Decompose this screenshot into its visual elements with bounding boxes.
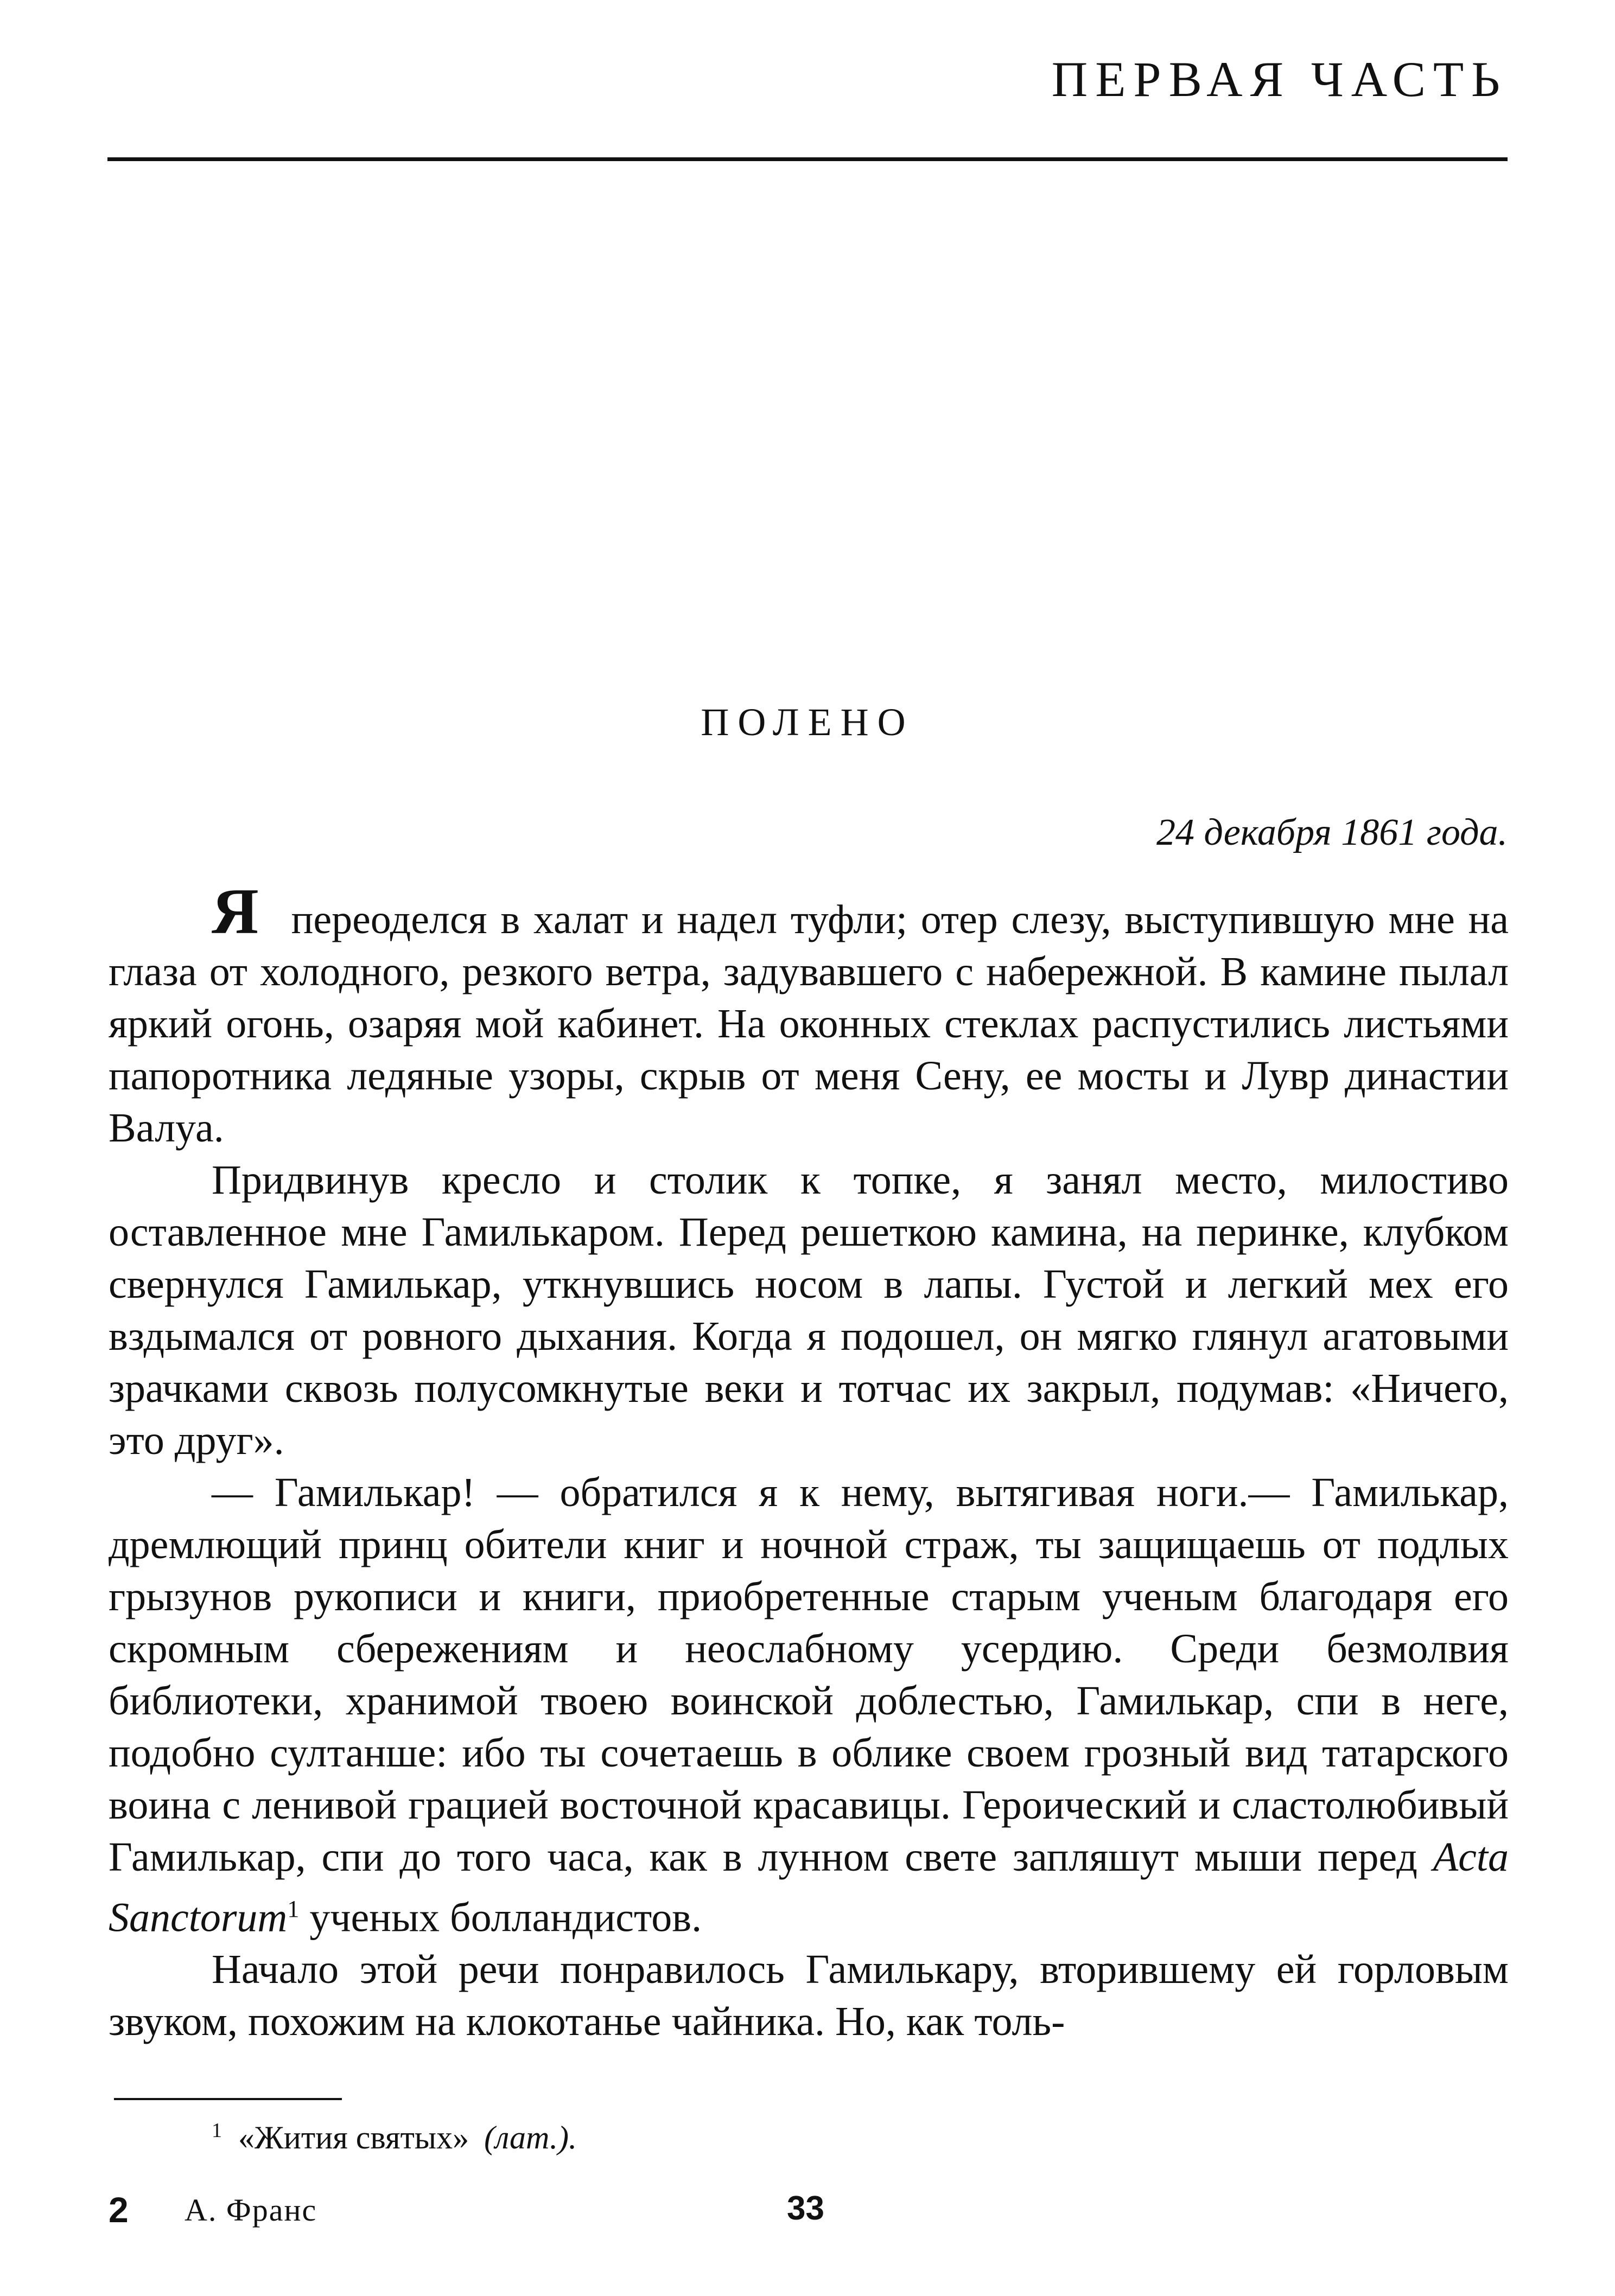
chapter-title: ПОЛЕНО — [701, 700, 914, 744]
footnote-language-note: (лат.). — [484, 2120, 577, 2155]
body-text — [109, 875, 1509, 2048]
paragraph-4: Начало этой речи понравилось Гамилькару, вторившему ей горловым звуком, похожим на клокотанье чайника. Но, как толь- — [109, 1947, 1509, 2045]
latin-title: Acta Sanctorum — [109, 1834, 1509, 1941]
running-head: ПЕРВАЯ ЧАСТЬ — [1051, 52, 1508, 107]
footnote-rule — [114, 2098, 342, 2100]
footnote-text: «Жития святых» — [238, 2120, 469, 2155]
signature-number: 2 — [109, 2190, 129, 2230]
paragraph-3 — [109, 1466, 1509, 1943]
paragraph-1 — [109, 875, 1509, 1154]
dateline: 24 декабря 1861 года. — [1156, 812, 1508, 853]
footnote-marker: 1 — [287, 1896, 300, 1922]
paragraph-3-tail: ученых болландистов. — [309, 1895, 702, 1941]
footnote-number: 1 — [212, 2119, 222, 2142]
footnote — [212, 2120, 577, 2154]
paragraph-3-text: — Гамилькар! — обратился я к нему, вытягивая ноги.— Гамилькар, дремлющий принц обители книг и ночной страж, ты защищаешь от подлых грызунов рукописи и книги, приобретенные старым ученым благодаря его скромным сбережениям и неослабному усердию. Среди безмолвия библиотеки, хранимой твоею воинской доблестью, Гамилькар, спи в неге, подобно султанше: ибо ты сочетаешь в облике своем грозный вид татарского воина с ленивой грацией восточной красавицы. Героический и сластолюбивый Гамилькар, спи до того часа, как в лунном свете запляшут мыши перед — [109, 1470, 1509, 1880]
paragraph-2: Придвинув кресло и столик к топке, я занял место, милостиво оставленное мне Гамилькаром. Перед решеткою камина, на перинке, клубком свернулся Гамилькар, уткнувшись носом в лапы. Густой и легкий мех его вздымался от ровного дыхания. Когда я подошел, он мягко глянул агатовыми зрачками сквозь полусомкнутые веки и тотчас их закрыл, подумав: «Ничего, это друг». — [109, 1157, 1509, 1463]
header-rule — [107, 157, 1508, 161]
signature-author: А. Франс — [185, 2192, 317, 2228]
page-number: 33 — [787, 2190, 824, 2227]
paragraph-1-text: переоделся в халат и надел туфли; отер слезу, выступившую мне на глаза от холодного, резкого ветра, задувавшего с набережной. В камине пылал яркий огонь, озаряя мой кабинет. На оконных стеклах распустились листьями папоротника ледяные узоры, скрыв от меня Сену, ее мосты и Лувр династии Валуа. — [109, 897, 1509, 1151]
drop-cap: Я — [212, 875, 259, 947]
